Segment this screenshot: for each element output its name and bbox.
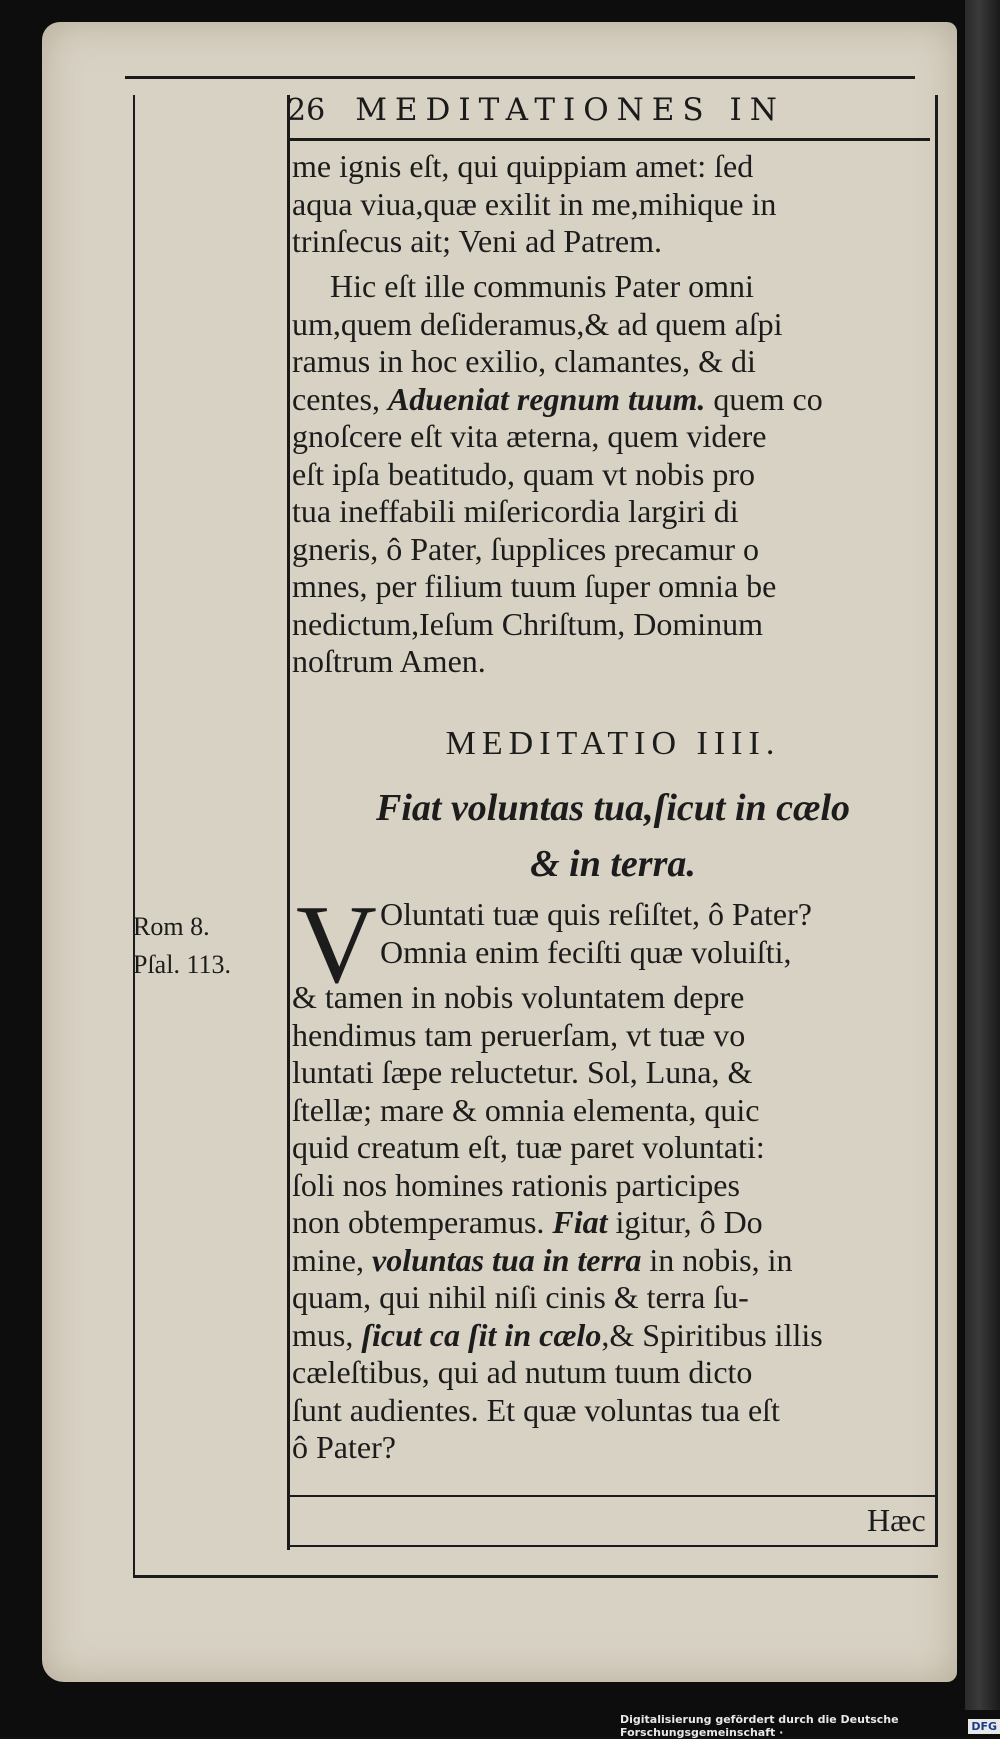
marginal-reference: Rom 8.: [133, 912, 210, 941]
subtitle-line: & in terra.: [530, 843, 696, 885]
text-fragment: in nobis, in: [641, 1241, 793, 1278]
text-line: [292, 1317, 934, 1355]
text-line: trinſecus ait; Veni ad Patrem.: [292, 223, 662, 259]
bottom-text-rule: [290, 1495, 935, 1497]
column-divider-rule: [287, 95, 290, 1550]
text-line: nedictum,Ieſum Chriſtum, Dominum: [292, 605, 764, 642]
text-line: ſtellæ; mare & omnia elementa, quic: [292, 1091, 760, 1128]
subtitle-line: Fiat voluntas tua,ſicut in cælo: [375, 787, 851, 829]
text-line: quid creatum eſt, tuæ paret voluntati:: [292, 1129, 765, 1165]
text-line: cæleſtibus, qui ad nutum tuum dicto: [292, 1354, 753, 1390]
credit-text: Digitalisierung gefördert durch die Deutsche Forschungsgemeinschaft ·: [620, 1713, 899, 1739]
text-line: tua ineffabili miſericordia largiri di: [292, 493, 739, 529]
right-frame-rule: [935, 95, 938, 1545]
text-fragment: igitur, ô Do: [607, 1204, 763, 1240]
text-fragment: quem co: [705, 380, 823, 417]
meditation-subtitle: [292, 780, 934, 892]
bottom-frame-rule: [133, 1575, 938, 1578]
text-fragment: mus,: [292, 1316, 362, 1353]
text-line: quam, qui nihil niſi cinis & terra ſu-: [292, 1279, 749, 1315]
text-fragment: centes,: [292, 380, 388, 417]
text-line: hendimus tam peruerſam, vt tuæ vo: [292, 1016, 746, 1053]
text-line: Hic eſt ille communis Pater omni: [330, 268, 754, 304]
text-line: gneris, ô Pater, ſupplices precamur o: [292, 530, 760, 567]
text-fragment: mine,: [292, 1241, 372, 1278]
text-line: ô Pater?: [292, 1429, 396, 1465]
dfg-logo: DFG: [968, 1719, 1000, 1734]
top-rule: [125, 76, 915, 79]
text-line: [292, 381, 934, 419]
text-line: gnoſcere eſt vita æterna, quem videre: [292, 418, 767, 454]
catchword: Hæc: [867, 1502, 926, 1538]
text-line: eſt ipſa beatitudo, quam vt nobis pro: [292, 455, 756, 492]
paragraph-3: [292, 979, 934, 1467]
running-head: [287, 92, 927, 136]
meditation-heading: MEDITATIO IIII.: [445, 725, 781, 762]
text-line: noſtrum Amen.: [292, 643, 486, 679]
text-line: [292, 1204, 934, 1242]
text-line: & tamen in nobis voluntatem depre: [292, 979, 745, 1015]
paragraph-3-dropcap-lines: [380, 896, 936, 971]
text-line: ramus in hoc exilio, clamantes, & di: [292, 343, 756, 379]
italic-quote: ſicut ca ſit in cælo: [361, 1316, 602, 1353]
book-edge: [965, 0, 1000, 1710]
text-line: um,quem deſideramus,& ad quem aſpi: [292, 305, 783, 342]
digitization-credit: [620, 1715, 1000, 1737]
text-line: Oluntati tuæ quis reſiſtet, ô Pater?: [380, 896, 812, 932]
text-line: aqua viua,quæ exilit in me,mihique in: [292, 185, 777, 222]
text-line: luntati ſæpe reluctetur. Sol, Luna, &: [292, 1054, 753, 1090]
text-line: ſunt audientes. Et quæ voluntas tua eſt: [292, 1391, 780, 1428]
drop-cap: V: [296, 883, 377, 1007]
italic-quote: Adueniat regnum tuum.: [387, 380, 706, 417]
head-rule: [290, 138, 930, 141]
text-line: mnes, per filium tuum ſuper omnia be: [292, 568, 777, 604]
text-line: me ignis eſt, qui quippiam amet: ſed: [292, 148, 754, 184]
text-line: ſoli nos homines rationis participes: [292, 1166, 740, 1203]
marginal-reference: Pſal. 113.: [133, 950, 231, 979]
text-fragment: ,& Spiritibus illis: [601, 1316, 823, 1353]
paragraph-2: [292, 268, 934, 681]
text-line: [292, 1242, 934, 1280]
running-head-title: MEDITATIONES IN: [355, 92, 785, 128]
left-frame-rule: [133, 95, 135, 1575]
italic-quote: Fiat: [552, 1204, 608, 1240]
text-line: Omnia enim feciſti quæ voluiſti,: [380, 933, 792, 970]
italic-quote: voluntas tua in terra: [371, 1241, 642, 1278]
paragraph-1: [292, 148, 934, 261]
catchword-rule: [290, 1545, 938, 1547]
page-number: 26: [287, 93, 326, 128]
text-fragment: non obtemperamus.: [292, 1204, 553, 1240]
